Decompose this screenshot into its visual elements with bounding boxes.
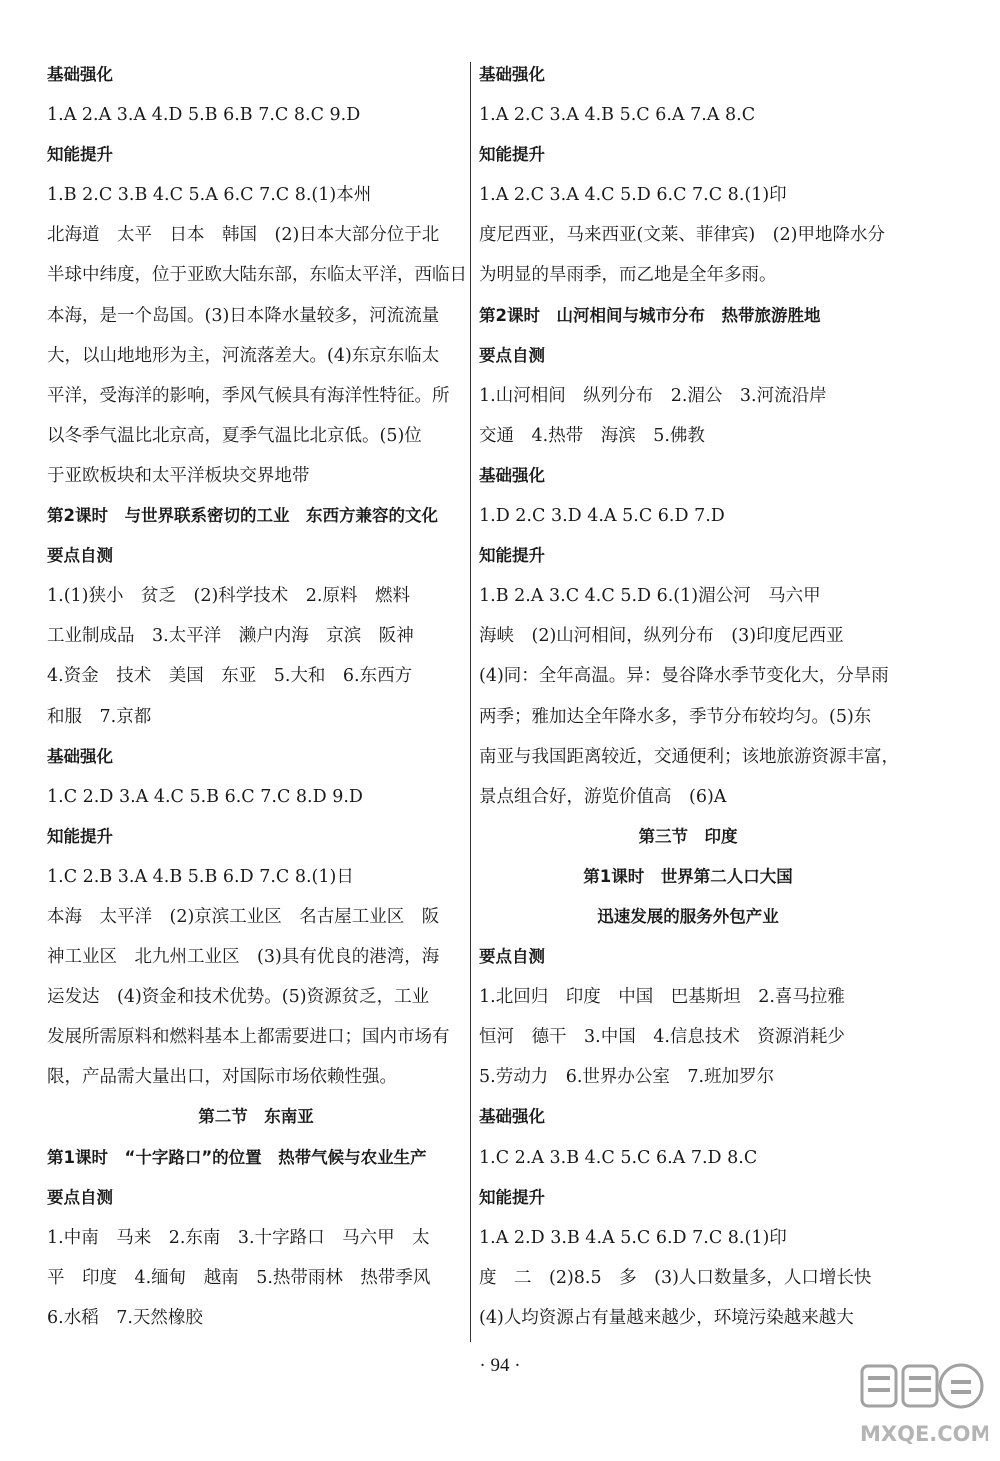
answer-line: 工业制成品 3.太平洋 濑户内海 京滨 阪神 <box>47 626 414 647</box>
answer-line: 1.A 2.D 3.B 4.A 5.C 6.D 7.C 8.(1)印 <box>479 1227 787 1248</box>
answer-line: 1.C 2.D 3.A 4.C 5.B 6.C 7.C 8.D 9.D <box>47 786 363 807</box>
answer-line: 1.(1)狭小 贫乏 (2)科学技术 2.原料 燃料 <box>47 586 410 607</box>
answer-line: 5.劳动力 6.世界办公室 7.班加罗尔 <box>479 1067 775 1088</box>
answer-line: 1.C 2.B 3.A 4.B 5.B 6.D 7.C 8.(1)日 <box>47 866 354 887</box>
answer-line: 于亚欧板块和太平洋板块交界地带 <box>47 465 310 486</box>
subsection-heading: 知能提升 <box>479 546 545 566</box>
subsection-heading: 知能提升 <box>479 145 545 165</box>
answer-line: 平 印度 4.缅甸 越南 5.热带雨林 热带季风 <box>47 1267 431 1288</box>
answer-line: 度 二 (2)8.5 多 (3)人口数量多，人口增长快 <box>479 1267 872 1288</box>
subsection-heading: 要点自测 <box>479 947 545 967</box>
answer-line: 6.水稻 7.天然橡胶 <box>47 1307 203 1328</box>
answer-line: 两季；雅加达全年降水多，季节分布较均匀。(5)东 <box>479 706 872 727</box>
answer-line: 神工业区 北九州工业区 (3)具有优良的港湾，海 <box>47 947 440 968</box>
subsection-heading: 基础强化 <box>47 65 113 84</box>
subsection-heading: 要点自测 <box>47 546 113 566</box>
section-title: 第二节 东南亚 <box>198 1107 314 1127</box>
answer-line: 运发达 (4)资金和技术优势。(5)资源贫乏，工业 <box>47 987 430 1008</box>
answer-line: 发展所需原料和燃料基本上都需要进口；国内市场有 <box>47 1027 450 1048</box>
answer-line: 南亚与我国距离较近，交通便利；该地旅游资源丰富， <box>479 746 899 767</box>
answer-line: (4)人均资源占有量越来越少，环境污染越来越大 <box>479 1307 854 1328</box>
lesson-title: 第2课时 与世界联系密切的工业 东西方兼容的文化 <box>47 506 438 526</box>
answer-line: 1.B 2.A 3.C 4.C 5.D 6.(1)湄公河 马六甲 <box>479 586 821 607</box>
watermark-logo <box>858 1358 988 1453</box>
answer-line: 以冬季气温比北京高，夏季气温比北京低。(5)位 <box>47 425 422 446</box>
answer-line: 平洋，受海洋的影响，季风气候具有海洋性特征。所 <box>47 385 450 406</box>
answer-line: 4.资金 技术 美国 东亚 5.大和 6.东西方 <box>47 666 413 687</box>
answer-line: 限，产品需大量出口，对国际市场依赖性强。 <box>47 1067 397 1088</box>
answer-line: 交通 4.热带 海滨 5.佛教 <box>479 425 705 446</box>
answer-line: 1.B 2.C 3.B 4.C 5.A 6.C 7.C 8.(1)本州 <box>47 185 372 206</box>
lesson-title: 第1课时 “十字路口”的位置 热带气候与农业生产 <box>47 1147 427 1167</box>
lesson-title: 第2课时 山河相间与城市分布 热带旅游胜地 <box>479 305 821 325</box>
lesson-title: 第1课时 世界第二人口大国 <box>583 866 793 886</box>
answer-line: 北海道 太平 日本 韩国 (2)日本大部分位于北 <box>47 225 440 246</box>
watermark-url: MXQE.COM <box>860 1422 988 1446</box>
subsection-heading: 基础强化 <box>479 65 545 84</box>
answer-line: 和服 7.京都 <box>47 706 152 727</box>
answer-line: (4)同：全年高温。异：曼谷降水季节变化大，分旱雨 <box>479 666 889 687</box>
answer-line: 1.北回归 印度 中国 巴基斯坦 2.喜马拉雅 <box>479 987 845 1008</box>
answer-line: 1.中南 马来 2.东南 3.十字路口 马六甲 太 <box>47 1227 430 1248</box>
subsection-heading: 知能提升 <box>47 826 113 846</box>
subsection-heading: 要点自测 <box>47 1187 113 1207</box>
section-title: 第三节 印度 <box>638 826 738 846</box>
answer-line: 景点组合好，游览价值高 (6)A <box>479 786 727 807</box>
answer-line: 大，以山地地形为主，河流落差大。(4)东京东临太 <box>47 345 440 366</box>
answer-line: 1.D 2.C 3.D 4.A 5.C 6.D 7.D <box>479 506 725 527</box>
right-column <box>479 55 897 1338</box>
answer-line: 1.C 2.A 3.B 4.C 5.C 6.A 7.D 8.C <box>479 1147 758 1168</box>
answer-line: 本海 太平洋 (2)京滨工业区 名古屋工业区 阪 <box>47 906 440 927</box>
subsection-heading: 基础强化 <box>47 746 113 766</box>
answer-line: 半球中纬度，位于亚欧大陆东部，东临太平洋，西临日 <box>47 265 467 286</box>
subsection-heading: 要点自测 <box>479 345 545 365</box>
lesson-title: 迅速发展的服务外包产业 <box>597 906 779 926</box>
answer-line: 1.A 2.C 3.A 4.B 5.C 6.A 7.A 8.C <box>479 105 756 126</box>
subsection-heading: 基础强化 <box>479 1107 545 1127</box>
left-column <box>47 55 465 1338</box>
answer-line: 度尼西亚，马来西亚(文莱、菲律宾) (2)甲地降水分 <box>479 225 885 246</box>
answer-line: 本海，是一个岛国。(3)日本降水量较多，河流流量 <box>47 305 440 326</box>
answer-line: 为明显的旱雨季，而乙地是全年多雨。 <box>479 265 777 286</box>
answer-line: 1.山河相间 纵列分布 2.湄公 3.河流沿岸 <box>479 385 827 406</box>
answer-line: 1.A 2.C 3.A 4.C 5.D 6.C 7.C 8.(1)印 <box>479 185 787 206</box>
column-divider <box>470 62 471 1342</box>
answer-line: 恒河 德干 3.中国 4.信息技术 资源消耗少 <box>479 1027 845 1048</box>
subsection-heading: 知能提升 <box>47 145 113 165</box>
answer-line: 海峡 (2)山河相间，纵列分布 (3)印度尼西亚 <box>479 626 844 647</box>
subsection-heading: 知能提升 <box>479 1187 545 1207</box>
page-number: · 94 · <box>479 1355 521 1376</box>
subsection-heading: 基础强化 <box>479 465 545 485</box>
answer-line: 1.A 2.A 3.A 4.D 5.B 6.B 7.C 8.C 9.D <box>47 105 361 126</box>
